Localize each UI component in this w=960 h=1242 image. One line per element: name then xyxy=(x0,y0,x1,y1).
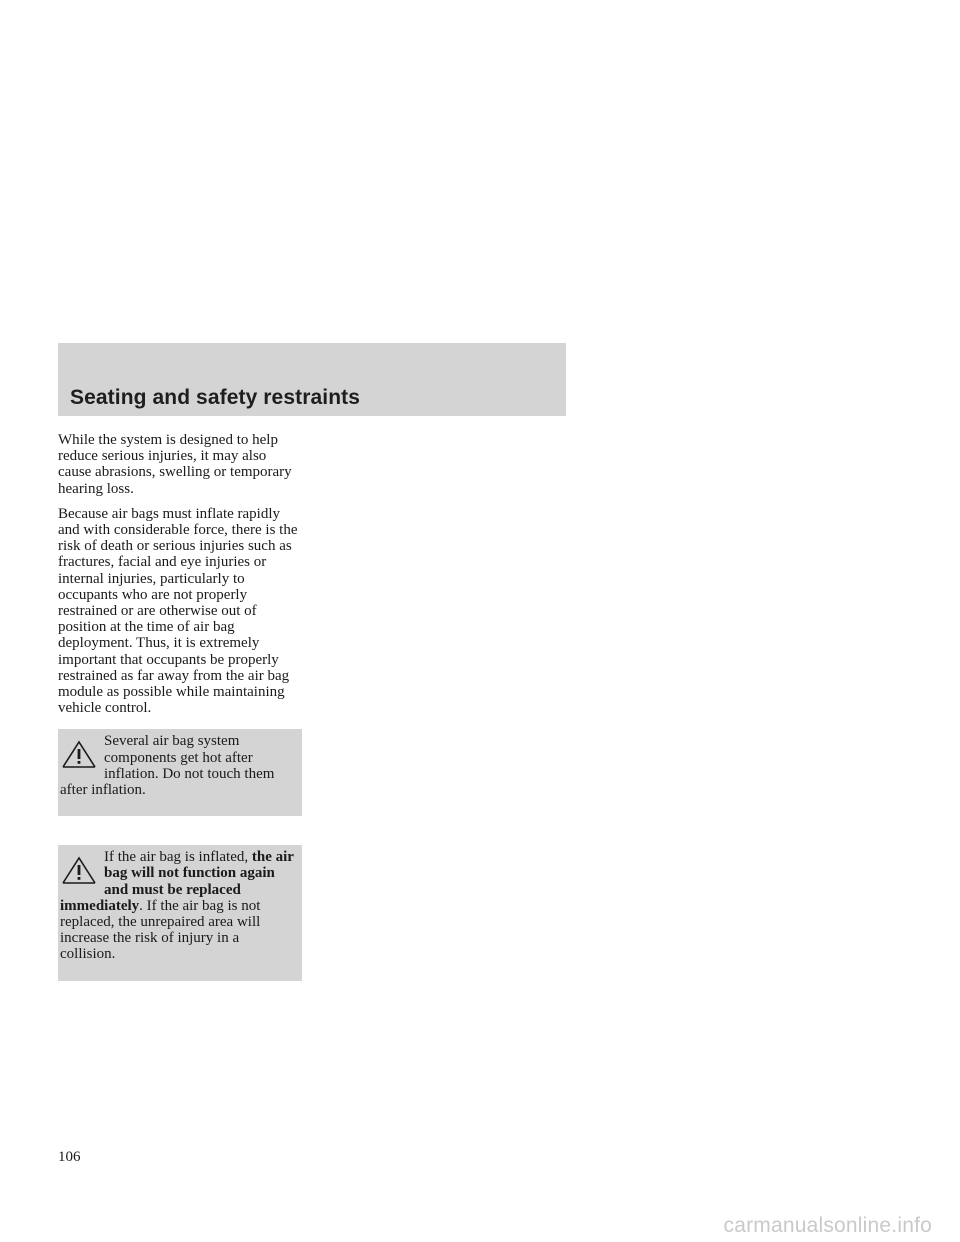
body-paragraph: Because air bags must inflate rapidly and with considerable force, there is the risk of death or serious injuries such as fractures, facial and eye injuries or internal injuries, particularly to occupants who are not properly restrained or are otherwise out of position at the time of air bag deployment. Thus, it is extremely important that occupants be properly restrained as far away from the air bag module as possible while maintaining vehicle control. xyxy=(58,505,298,717)
page-number: 106 xyxy=(58,1149,81,1165)
warning-triangle-icon xyxy=(60,855,98,885)
warning-text-tail: . If the air bag is not replaced, the unrepaired area will increase the risk of injury in a collision. xyxy=(60,897,261,963)
body-paragraph: While the system is designed to help reduce serious injuries, it may also cause abrasions, swelling or temporary hearing loss. xyxy=(58,432,292,497)
watermark: carmanualsonline.info xyxy=(723,1214,932,1237)
section-title: Seating and safety restraints xyxy=(70,386,360,409)
warning-box xyxy=(58,845,302,980)
warning-text: Several air bag system components get hot after inflation. Do not touch them after inflation. xyxy=(60,733,275,799)
content-column xyxy=(58,432,302,981)
warning-box xyxy=(58,729,302,816)
section-header-band xyxy=(58,343,566,416)
warning-text-emphasis: the air bag will not function again and must be replaced immediately xyxy=(60,849,294,914)
warning-triangle-icon xyxy=(60,739,98,769)
warning-text-lead: If the air bag is inflated, xyxy=(104,849,252,866)
